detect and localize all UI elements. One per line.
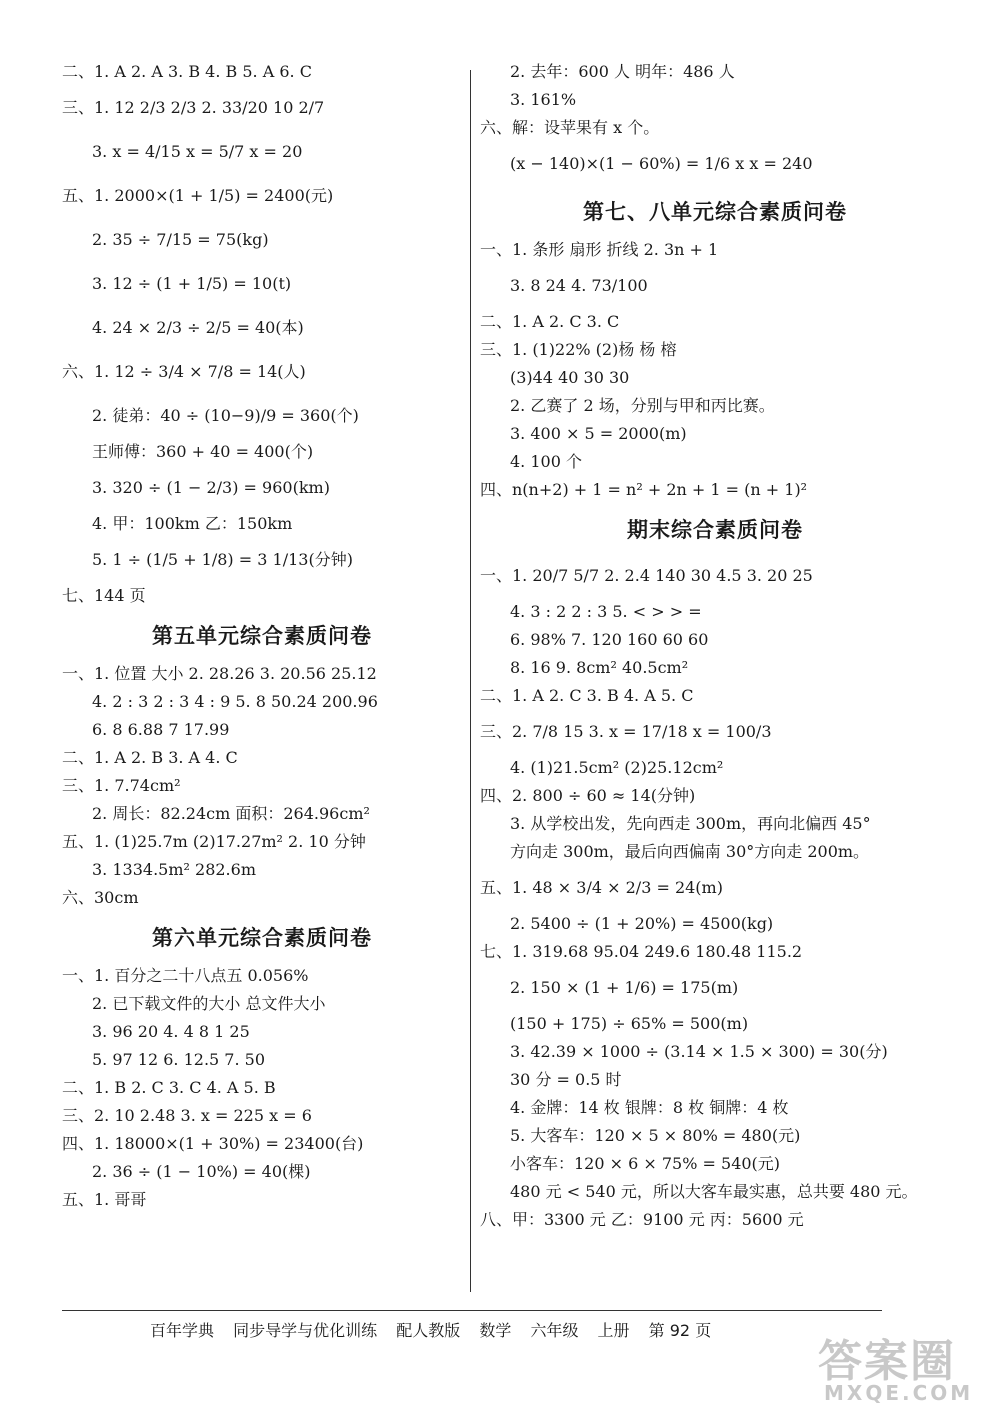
- column-divider: [470, 70, 471, 1292]
- footer-brand: 百年学典: [150, 1321, 215, 1340]
- left-answer-line: 6. 8 6.88 7 17.99: [92, 720, 230, 740]
- right-answer-line: 小客车：120 × 6 × 75% = 540(元): [510, 1154, 781, 1174]
- right-section-heading: 第七、八单元综合素质问卷: [583, 200, 847, 224]
- right-answer-line: 5. 大客车：120 × 5 × 80% = 480(元): [510, 1126, 801, 1146]
- footer-edition: 配人教版: [396, 1321, 461, 1340]
- left-answer-line: 2. 35 ÷ 7/15 = 75(kg): [92, 230, 269, 250]
- left-answer-line: 五、1. (1)25.7m (2)17.27m² 2. 10 分钟: [62, 832, 366, 852]
- left-answer-line: 三、2. 10 2.48 3. x = 225 x = 6: [62, 1106, 312, 1126]
- left-answer-line: 六、30cm: [62, 888, 139, 908]
- left-answer-line: 二、1. A 2. A 3. B 4. B 5. A 6. C: [62, 62, 312, 82]
- left-answer-line: 3. x = 4/15 x = 5/7 x = 20: [92, 142, 303, 162]
- right-answer-line: 一、1. 20/7 5/7 2. 2.4 140 30 4.5 3. 20 25: [480, 566, 813, 586]
- right-answer-line: (x − 140)×(1 − 60%) = 1/6 x x = 240: [510, 154, 813, 174]
- right-answer-line: 2. 去年：600 人 明年：486 人: [510, 62, 735, 82]
- left-answer-line: 王师傅：360 + 40 = 400(个): [92, 442, 314, 462]
- footer-grade: 六年级: [530, 1321, 579, 1340]
- left-answer-line: 3. 96 20 4. 4 8 1 25: [92, 1022, 250, 1042]
- right-answer-line: 3. 42.39 × 1000 ÷ (3.14 × 1.5 × 300) = 30(分): [510, 1042, 888, 1062]
- left-answer-line: 5. 97 12 6. 12.5 7. 50: [92, 1050, 266, 1070]
- page-footer: [150, 1318, 725, 1341]
- right-answer-line: 3. 161%: [510, 90, 577, 110]
- left-answer-line: 一、1. 位置 大小 2. 28.26 3. 20.56 25.12: [62, 664, 377, 684]
- right-answer-line: 4. 100 个: [510, 452, 582, 472]
- left-answer-line: 六、1. 12 ÷ 3/4 × 7/8 = 14(人): [62, 362, 306, 382]
- left-answer-line: 2. 周长：82.24cm 面积：264.96cm²: [92, 804, 370, 824]
- left-answer-line: 4. 甲：100km 乙：150km: [92, 514, 293, 534]
- right-answer-line: 2. 150 × (1 + 1/6) = 175(m): [510, 978, 739, 998]
- right-answer-line: (3)44 40 30 30: [510, 368, 630, 388]
- left-answer-line: 五、1. 哥哥: [62, 1190, 147, 1210]
- right-answer-line: 四、n(n+2) + 1 = n² + 2n + 1 = (n + 1)²: [480, 480, 808, 500]
- right-answer-line: 七、1. 319.68 95.04 249.6 180.48 115.2: [480, 942, 803, 962]
- left-answer-line: 3. 320 ÷ (1 − 2/3) = 960(km): [92, 478, 330, 498]
- left-answer-line: 3. 1334.5m² 282.6m: [92, 860, 256, 880]
- left-section-heading: 第五单元综合素质问卷: [152, 624, 372, 648]
- right-answer-line: 6. 98% 7. 120 160 60 60: [510, 630, 709, 650]
- right-answer-line: 8. 16 9. 8cm² 40.5cm²: [510, 658, 689, 678]
- right-section-heading: 期末综合素质问卷: [627, 518, 803, 542]
- watermark-logo: [818, 1325, 988, 1415]
- right-answer-line: 2. 乙赛了 2 场，分别与甲和丙比赛。: [510, 396, 775, 416]
- left-answer-line: 三、1. 7.74cm²: [62, 776, 181, 796]
- right-answer-line: 480 元 < 540 元，所以大客车最实惠，总共要 480 元。: [510, 1182, 918, 1202]
- right-answer-line: 方向走 300m，最后向西偏南 30°方向走 200m。: [510, 842, 870, 862]
- left-answer-line: 七、144 页: [62, 586, 146, 606]
- left-answer-line: 二、1. A 2. B 3. A 4. C: [62, 748, 238, 768]
- left-answer-line: 四、1. 18000×(1 + 30%) = 23400(台): [62, 1134, 364, 1154]
- watermark-url: MXQE.COM: [824, 1381, 974, 1405]
- left-answer-line: 2. 徒弟：40 ÷ (10−9)/9 = 360(个): [92, 406, 359, 426]
- right-answer-line: 四、2. 800 ÷ 60 ≈ 14(分钟): [480, 786, 696, 806]
- right-answer-line: 三、2. 7/8 15 3. x = 17/18 x = 100/3: [480, 722, 772, 742]
- left-answer-line: 2. 36 ÷ (1 − 10%) = 40(棵): [92, 1162, 311, 1182]
- right-column: [480, 58, 950, 1234]
- left-column: [62, 58, 462, 1214]
- left-answer-line: 五、1. 2000×(1 + 1/5) = 2400(元): [62, 186, 334, 206]
- left-answer-line: 2. 已下载文件的大小 总文件大小: [92, 994, 326, 1014]
- right-answer-line: 二、1. A 2. C 3. C: [480, 312, 620, 332]
- right-answer-line: 3. 8 24 4. 73/100: [510, 276, 648, 296]
- left-answer-line: 3. 12 ÷ (1 + 1/5) = 10(t): [92, 274, 292, 294]
- left-answer-line: 三、1. 12 2/3 2/3 2. 33/20 10 2/7: [62, 98, 325, 118]
- footer-subject: 数学: [479, 1321, 512, 1340]
- footer-page-number: 第 92 页: [648, 1321, 712, 1340]
- right-answer-line: 3. 从学校出发，先向西走 300m，再向北偏西 45°: [510, 814, 871, 834]
- right-answer-line: 30 分 = 0.5 时: [510, 1070, 622, 1090]
- right-answer-line: 3. 400 × 5 = 2000(m): [510, 424, 687, 444]
- right-answer-line: 4. 金牌：14 枚 银牌：8 枚 铜牌：4 枚: [510, 1098, 789, 1118]
- right-answer-line: 八、甲：3300 元 乙：9100 元 丙：5600 元: [480, 1210, 804, 1230]
- footer-volume: 上册: [597, 1321, 630, 1340]
- left-answer-line: 4. 2 : 3 2 : 3 4 : 9 5. 8 50.24 200.96: [92, 692, 378, 712]
- left-answer-line: 5. 1 ÷ (1/5 + 1/8) = 3 1/13(分钟): [92, 550, 353, 570]
- right-answer-line: 4. 3 : 2 2 : 3 5. < > > =: [510, 602, 702, 622]
- watermark-title: 答案圈: [818, 1336, 956, 1387]
- right-answer-line: 4. (1)21.5cm² (2)25.12cm²: [510, 758, 724, 778]
- right-answer-line: 六、解：设苹果有 x 个。: [480, 118, 660, 138]
- footer-rule: [62, 1310, 882, 1311]
- right-answer-line: 一、1. 条形 扇形 折线 2. 3n + 1: [480, 240, 719, 260]
- left-section-heading: 第六单元综合素质问卷: [152, 926, 372, 950]
- right-answer-line: (150 + 175) ÷ 65% = 500(m): [510, 1014, 749, 1034]
- left-answer-line: 二、1. B 2. C 3. C 4. A 5. B: [62, 1078, 276, 1098]
- right-answer-line: 二、1. A 2. C 3. B 4. A 5. C: [480, 686, 694, 706]
- right-answer-line: 五、1. 48 × 3/4 × 2/3 = 24(m): [480, 878, 723, 898]
- left-answer-line: 4. 24 × 2/3 ÷ 2/5 = 40(本): [92, 318, 304, 338]
- right-answer-line: 三、1. (1)22% (2)杨 杨 榕: [480, 340, 677, 360]
- left-answer-line: 一、1. 百分之二十八点五 0.056%: [62, 966, 309, 986]
- right-answer-line: 2. 5400 ÷ (1 + 20%) = 4500(kg): [510, 914, 774, 934]
- footer-series: 同步导学与优化训练: [233, 1321, 378, 1340]
